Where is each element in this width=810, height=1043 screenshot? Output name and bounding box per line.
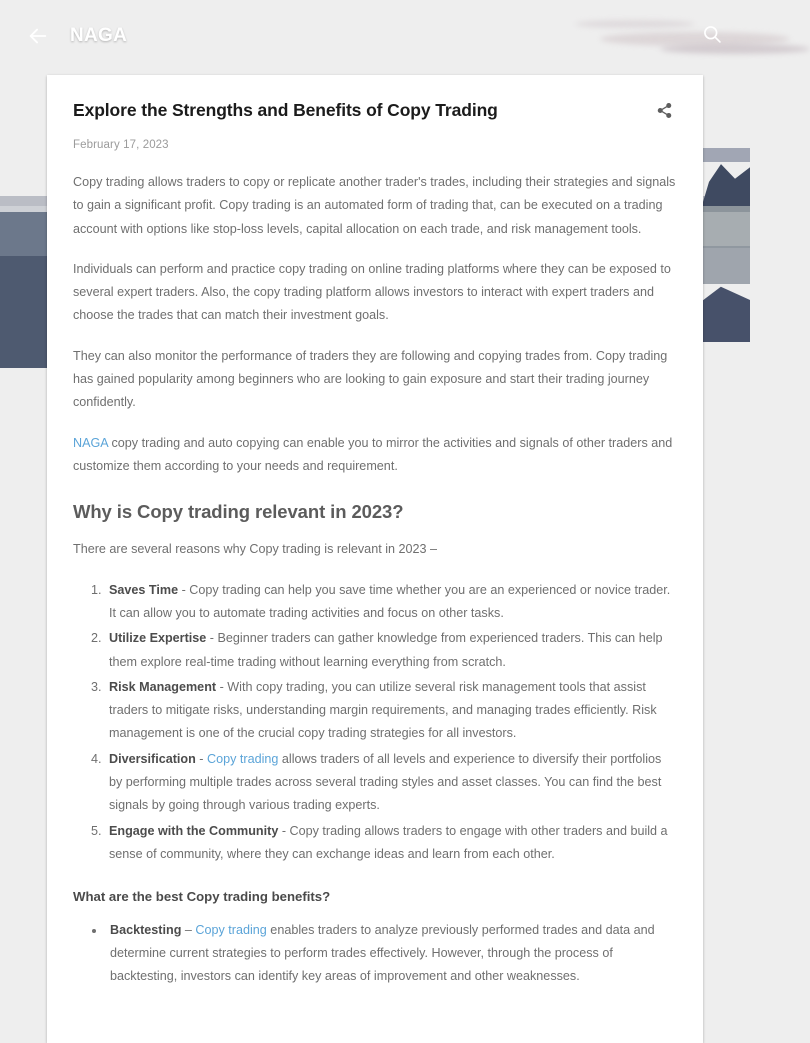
list-item-term: Utilize Expertise [109,631,207,646]
list-item-text: Copy trading allows traders to engage with other traders and build a sense of community, where they can exchange ideas and learn from each other. [109,823,668,861]
paragraph-text: copy trading and auto copying can enable you to mirror the activities and signals of other traders and customize them according to your needs and requirement. [73,435,673,473]
list-item [106,919,677,989]
list-item-text: Beginner traders can gather knowledge from experienced traders. This can help them explore real-time trading without learning everything from scratch. [109,631,663,669]
list-item [105,627,677,674]
share-icon [656,102,673,124]
water-band [0,256,50,368]
list-item [105,748,677,818]
arrow-left-icon [27,25,49,47]
list-item-term: Risk Management [109,679,217,694]
share-button[interactable] [651,100,677,126]
list-item-separator: - [178,582,190,597]
list-item-separator: - [195,751,207,766]
list-item-term: Engage with the Community [109,823,279,838]
post-card [47,75,703,1043]
benefits-bullet-list [73,919,677,989]
list-item-separator: - [216,679,228,694]
paragraph: They can also monitor the performance of traders they are following and copying trades from. Copy trading has gained popularity among beginners who are looking to gain exposure and start their trading journey confidently. [73,348,668,410]
list-item [105,579,677,626]
list-item [105,676,677,746]
paragraph: Individuals can perform and practice copy trading on online trading platforms where they can be exposed to several expert traders. Also, the copy trading platform allows investors to interact with expert traders and choose the trades that can match their investment goals. [73,261,671,323]
list-item-text: With copy trading, you can utilize several risk management tools that assist traders to mitigate risks, understanding margin requirements, and managing trades efficiently. Risk management is one of the crucial copy trading strategies for all investors. [109,679,657,741]
post-header [73,97,677,126]
list-item-separator: - [278,823,290,838]
copy-trading-link[interactable]: Copy trading [207,751,279,766]
naga-link[interactable]: NAGA [73,435,108,450]
search-icon [702,24,722,49]
water-band [0,212,50,258]
list-item-text: enables traders to analyze previously performed trades and data and determine current strategies to perform trades effectively. However, through the process of backtesting, investors can identify key areas of improvement and other weaknesses. [110,922,655,984]
list-intro: There are several reasons why Copy trading is relevant in 2023 – [73,542,438,557]
copy-trading-link[interactable]: Copy trading [195,922,267,937]
mountain-ridge [697,282,750,342]
list-item-separator: – [181,922,196,937]
page-title: Explore the Strengths and Benefits of Copy Trading [73,100,498,120]
article-body [73,171,677,989]
list-item-term: Saves Time [109,582,179,597]
reasons-ordered-list [73,579,677,867]
post-date: February 17, 2023 [73,139,169,151]
section-heading-2: What are the best Copy trading benefits? [73,889,331,905]
list-item-text: Copy trading can help you save time whether you are an experienced or novice trader. It can allow you to automate trading activities and focus on other tasks. [109,582,671,620]
paragraph [73,432,677,479]
list-item-term: Diversification [109,751,196,766]
list-item-term: Backtesting [110,922,182,937]
list-item [105,820,677,867]
paragraph: Copy trading allows traders to copy or replicate another trader's trades, including their strategies and signals to gain a significant profit. Copy trading is an automated form of trading that, can be executed on a trading account with options like stop-loss levels, capital allocation on each trade, and risk management tools. [73,175,676,236]
search-button[interactable] [692,16,732,56]
mountain-ridge [700,160,750,212]
section-heading-1: Why is Copy trading relevant in 2023? [73,501,404,523]
blog-title[interactable]: NAGA [70,25,128,46]
app-bar [0,0,750,72]
back-button[interactable] [18,16,58,56]
list-item-text: allows traders of all levels and experience to diversify their portfolios by performing multiple trades across several trading styles and asset classes. You can find the best signals by going through various trading experts. [109,751,662,813]
list-item-separator: - [206,631,218,646]
